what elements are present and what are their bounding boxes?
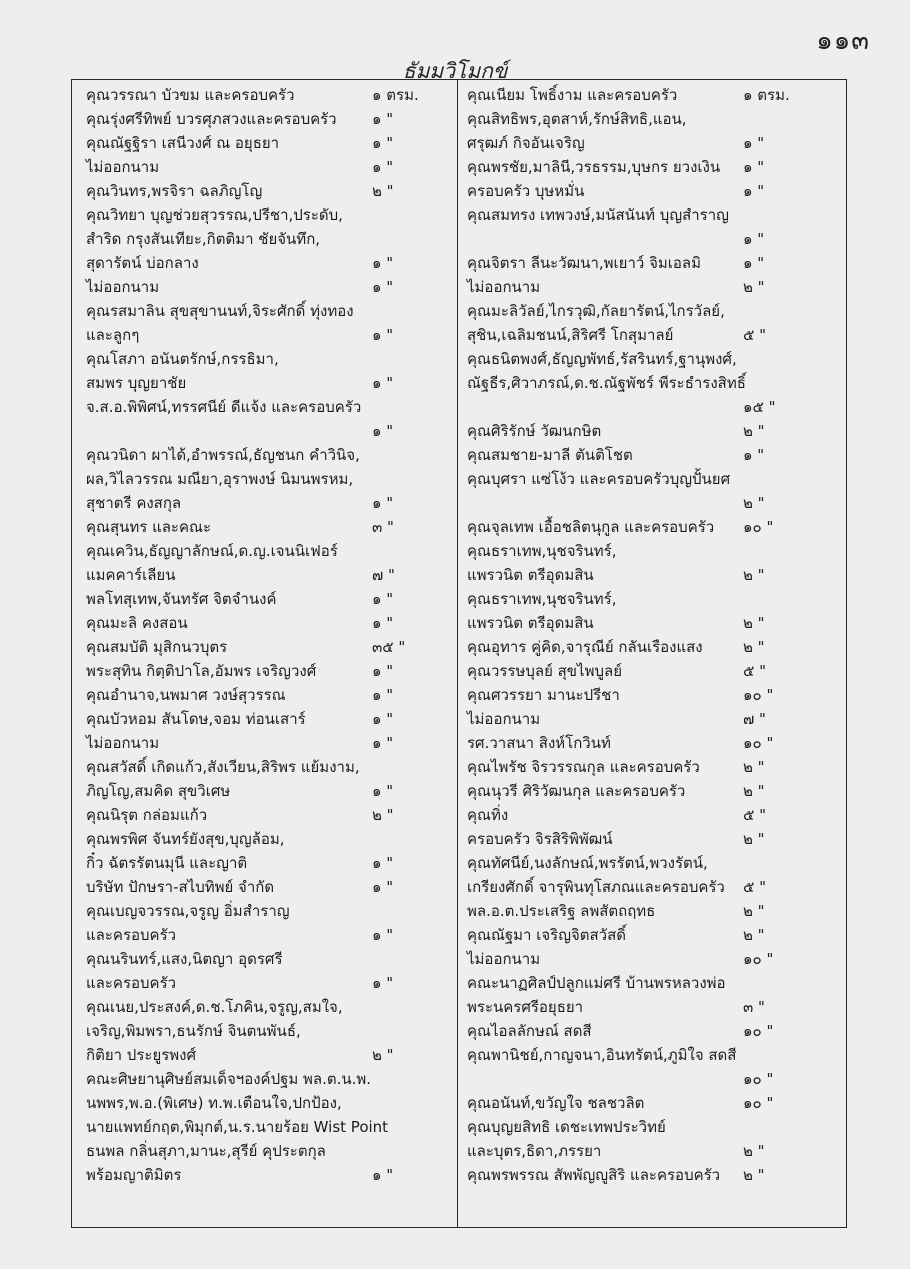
donor-name: คุณนุวรี ศิริวัฒนกุล และครอบครัว [467,782,686,800]
donor-entry [467,539,831,563]
donation-amount: ๑ " [372,878,394,896]
donor-name: ไม่ออกนาม [467,278,541,296]
donor-name: คุณรุ่งศรีทิพย์ บวรศุภสวงและครอบครัว [86,110,337,128]
donor-name: ไม่ออกนาม [86,278,160,296]
donation-amount: ๑๐ " [743,518,774,536]
donor-entry [86,971,450,995]
donor-entry [86,1091,450,1115]
donor-entry [467,971,831,995]
donor-entry [86,899,450,923]
running-head-title: ธัมมวิโมกข์ [402,59,508,83]
donor-entry [86,731,450,755]
donor-name: คุณอนันท์,ขวัญใจ ชลชวลิต [467,1094,645,1112]
donor-name: พระสุทิน กิตฺติปาโล,อัมพร เจริญวงศ์ [86,662,317,680]
donor-name: ศรุฒภ์ กิจอันเจริญ [467,134,585,152]
donor-entry [86,155,450,179]
donor-entry [467,419,831,443]
donor-entry [86,1115,450,1139]
donor-entry [467,923,831,947]
donor-name: คุณอุทาร คู่คิด,จารุณีย์ กลันเรืองแสง [467,638,703,656]
donor-entry [86,755,450,779]
donor-entry [86,1139,450,1163]
donation-amount: ๒ " [743,638,765,656]
donor-name: คุณสุนทร และคณะ [86,518,211,536]
donor-name: ณัฐธีร,ศิวาภรณ์,ด.ช.ณัฐพัชร์ พีระธำรงสิทธิ์ [467,374,746,392]
donation-amount: ๒ " [743,566,765,584]
donor-name: เกรียงศักดิ์ จารุพินทุโสภณและครอบครัว [467,878,725,896]
donor-name: นายแพทย์กฤต,พิมุกต์,น.ร.นายร้อย Wist Point [86,1118,389,1136]
donor-name: สุชิน,เฉลิมชนน์,สิริศรี โกสุมาลย์ [467,326,674,344]
donor-name: สุดารัตน์ บ่อกลาง [86,254,199,272]
donor-entry [86,443,450,467]
donor-entry [86,179,450,203]
donor-entry [86,635,450,659]
donation-amount: ๕ " [743,878,767,896]
donor-entry [86,947,450,971]
donor-name: คุณวนิดา ผาได้,อำพรรณ์,ธัญชนก คำวินิจ, [86,446,360,464]
donor-name: คุณไอลลักษณ์ สดสี [467,1022,592,1040]
donor-entry [86,1067,450,1091]
donor-entry [86,323,450,347]
donor-entry [467,659,831,683]
donor-entry [467,371,831,395]
donor-name: คุณเควิน,ธัญญาลักษณ์,ด.ญ.เจนนิเฟอร์ [86,542,338,560]
donation-amount: ๑๐ " [743,734,774,752]
donation-amount: ๓๕ " [372,638,406,656]
donor-entry [467,227,831,251]
donation-amount: ๑ " [372,590,394,608]
donation-amount: ๑ " [372,926,394,944]
donor-name: คุณณัฐฐิรา เสนีวงศ์ ณ อยุธยา [86,134,280,152]
donor-name: ไม่ออกนาม [86,734,160,752]
donor-entry [86,515,450,539]
donor-entry [467,203,831,227]
donor-name: คุณบุศรา แซ่โง้ว และครอบครัวบุญปั้นยศ [467,470,731,488]
donor-name: คุณพรพิศ จันทร์ยังสุข,บุญล้อม, [86,830,285,848]
donor-name: คุณเนย,ประสงค์,ด.ช.โภคิน,จรูญ,สมใจ, [86,998,343,1016]
donor-entry [86,1043,450,1067]
donor-name: คุณศิริรักษ์ วัฒนกษิต [467,422,602,440]
donor-entry [467,995,831,1019]
donor-entry [86,419,450,443]
donation-amount: ๑ " [743,134,765,152]
donation-amount: ๒ " [743,422,765,440]
donation-amount: ๑ " [743,230,765,248]
donor-name: คุณณัฐมา เจริญจิตสวัสดิ์ [467,926,626,944]
donor-entry [467,1139,831,1163]
donor-entry [467,563,831,587]
donation-amount: ๒ " [743,782,765,800]
right-donor-column [467,83,831,1187]
donor-name: คุณสมบัติ มุสิกนวบุตร [86,638,228,656]
donor-entry [467,827,831,851]
donor-name: คุณศวรรยา มานะปรีชา [467,686,620,704]
donor-entry [86,203,450,227]
donor-entry [467,251,831,275]
donor-entry [467,1091,831,1115]
donor-name: รศ.วาสนา สิงห์โกวินท์ [467,734,611,752]
donation-amount: ๑ " [372,782,394,800]
donor-name: และครอบครัว [86,926,177,944]
donation-amount: ๒ " [743,494,765,512]
donor-entry [86,803,450,827]
donor-entry [86,131,450,155]
donor-entry [467,83,831,107]
donor-name: จ.ส.อ.พิพิศน์,ทรรศนีย์ ดีแจ้ง และครอบครัว [86,398,362,416]
donor-name: กิติยา ประยูรพงศ์ [86,1046,197,1064]
donation-amount: ๗ " [743,710,766,728]
donor-name: คุณพรพรรณ สัพพัญญูสิริ และครอบครัว [467,1166,721,1184]
donor-entry [467,1115,831,1139]
donor-name: สมพร บุญยาชัย [86,374,187,392]
donor-name: ไม่ออกนาม [86,158,160,176]
donor-entry [467,299,831,323]
donation-amount: ๑ " [372,326,394,344]
donor-entry [86,683,450,707]
donor-entry [467,683,831,707]
donor-name: คุณทิ่ง [467,806,509,824]
donor-entry [86,83,450,107]
donor-entry [467,1043,831,1067]
donor-entry [86,587,450,611]
donor-entry [86,707,450,731]
donor-name: คุณสิทธิพร,อุตสาห์,รักษ์สิทธิ,แอน, [467,110,687,128]
donor-entry [86,875,450,899]
donation-amount: ๑๐ " [743,1094,774,1112]
donor-name: คุณวรรณา บัวขม และครอบครัว [86,86,295,104]
donor-entry [86,227,450,251]
donor-name: คุณวินทร,พรจิรา ฉลภิญโญ [86,182,263,200]
donor-name: คุณเบญจวรรณ,จรูญ อิ่มสำราญ [86,902,290,920]
donation-amount: ๑ " [372,1166,394,1184]
donation-amount: ๓ " [372,518,394,536]
donor-name: คุณสวัสดิ์ เกิดแก้ว,สังเวียน,สิริพร แย้มงาม, [86,758,360,776]
donor-entry [467,851,831,875]
donor-entry [467,443,831,467]
donor-name: สำริด กรุงสันเทียะ,กิตติมา ชัยจันทึก, [86,230,321,248]
donor-name: ครอบครัว จิรสิริพิพัฒน์ [467,830,613,848]
donor-entry [467,395,831,419]
donation-amount: ๑ " [372,494,394,512]
donor-name: คุณธราเทพ,นุชจรินทร์, [467,590,617,608]
donation-amount: ๑ " [743,158,765,176]
donor-entry [86,827,450,851]
left-donor-column [86,83,450,1187]
donation-amount: ๑ " [372,734,394,752]
donor-entry [467,491,831,515]
donor-entry [467,107,831,131]
donor-name: และครอบครัว [86,974,177,992]
donor-entry [467,635,831,659]
donation-amount: ๒ " [743,758,765,776]
donor-entry [467,1019,831,1043]
donation-amount: ๒ " [743,830,765,848]
donor-entry [467,755,831,779]
donor-name: คุณจิตรา ลีนะวัฒนา,พเยาว์ จิมเอลมิ [467,254,701,272]
donor-name: และลูกๆ [86,326,140,344]
donor-name: บริษัท ปักษรา-สไบทิพย์ จำกัด [86,878,275,896]
donor-name: และบุตร,ธิดา,ภรรยา [467,1142,602,1160]
donor-entry [467,779,831,803]
donor-entry [86,779,450,803]
donation-amount: ๑ " [372,134,394,152]
donor-entry [467,1163,831,1187]
donation-amount: ๑ " [372,422,394,440]
donor-entry [467,155,831,179]
donor-name: คุณธราเทพ,นุชจรินทร์, [467,542,617,560]
donor-entry [86,923,450,947]
donor-name: คุณมะลิ คงสอน [86,614,188,632]
donor-entry [467,587,831,611]
donor-entry [86,563,450,587]
donation-amount: ๒ " [372,182,394,200]
donation-amount: ๑ " [372,662,394,680]
donation-amount: ๑๐ " [743,1022,774,1040]
donation-amount: ๒ " [743,278,765,296]
donor-name: คุณไพรัช จิรวรรณกุล และครอบครัว [467,758,700,776]
donor-entry [467,131,831,155]
donation-amount: ๑ " [372,974,394,992]
page-number: ๑๑๓ [816,26,870,56]
donation-amount: ๑ " [372,110,394,128]
donor-name: นพพร,พ.อ.(พิเศษ) ท.พ.เตือนใจ,ปกป้อง, [86,1094,342,1112]
donor-entry [467,347,831,371]
donor-entry [467,899,831,923]
donation-amount: ๑ " [372,374,394,392]
donor-name: คณะนาฏศิลป์ปลูกแม่ศรี บ้านพรหลวงพ่อ [467,974,726,992]
donor-name: กิ๋ว ฉัตรรัตนมุนี และญาติ [86,854,248,872]
donation-amount: ๑ " [743,182,765,200]
donation-amount: ๒ " [743,1166,765,1184]
donor-entry [86,299,450,323]
donor-name: คุณสมชาย-มาลี ตันติโชต [467,446,633,464]
donation-amount: ๒ " [743,902,765,920]
donor-name: เจริญ,พิมพรา,ธนรักษ์ จินตนพันธ์, [86,1022,301,1040]
donor-name: คุณมะลิวัลย์,ไกรวุฒิ,กัลยารัตน์,ไกรวัลย์, [467,302,725,320]
donor-entry [86,539,450,563]
donor-name: คุณพรชัย,มาลินี,วรธรรม,บุษกร ยวงเงิน [467,158,721,176]
donor-entry [86,371,450,395]
donor-entry [467,731,831,755]
donor-entry [86,1019,450,1043]
donation-amount: ๑๐ " [743,686,774,704]
donor-entry [86,251,450,275]
donation-amount: ๑๐ " [743,950,774,968]
donation-amount: ๑ ตรม. [743,86,790,104]
donation-amount: ๑ " [372,710,394,728]
donor-name: คุณนิรุต กล่อมแก้ว [86,806,208,824]
donor-entry [467,947,831,971]
donor-name: คณะศิษยานุศิษย์สมเด็จฯองค์ปฐม พล.ต.น.พ. [86,1070,372,1088]
donor-name: คุณพานิชย์,กาญจนา,อินทรัตน์,ภูมิใจ สดสี [467,1046,737,1064]
donor-entry [86,467,450,491]
donation-amount: ๑ " [372,854,394,872]
donor-entry [467,467,831,491]
donor-name: คุณอำนาจ,นพมาศ วงษ์สุวรรณ [86,686,286,704]
donor-name: สุชาตรี คงสกุล [86,494,182,512]
donor-name: คุณสมทรง เทพวงษ์,มนัสนันท์ บุญสำราญ [467,206,729,224]
donation-amount: ๗ " [372,566,395,584]
donation-amount: ๑ " [372,614,394,632]
donation-amount: ๒ " [372,1046,394,1064]
donor-entry [86,347,450,371]
donor-entry [467,1067,831,1091]
donation-amount: ๑๐ " [743,1070,774,1088]
donor-entry [467,323,831,347]
donor-name: คุณนรินทร์,แสง,นิตญา อุดรศรี [86,950,283,968]
donor-name: คุณวิทยา บุญช่วยสุวรรณ,ปรีชา,ประดับ, [86,206,343,224]
donor-entry [467,875,831,899]
donor-entry [86,275,450,299]
donation-amount: ๕ " [743,662,767,680]
donor-entry [467,707,831,731]
donor-name: คุณธนิตพงศ์,ธัญญพัทธ์,รัสรินทร์,ฐานุพงศ์, [467,350,737,368]
donation-amount: ๒ " [372,806,394,824]
donor-name: แพรวนิต ตรีอุดมสิน [467,566,594,584]
donor-entry [86,995,450,1019]
donation-amount: ๒ " [743,926,765,944]
donor-entry [86,611,450,635]
donation-amount: ๒ " [743,614,765,632]
donor-name: คุณบัวหอม สันโดษ,จอม ท่อนเสาร์ [86,710,306,728]
donor-entry [86,491,450,515]
donor-name: ครอบครัว บุษหมั่น [467,182,585,200]
donor-name: คุณเนียม โพธิ์งาม และครอบครัว [467,86,678,104]
donor-name: คุณบุญยสิทธิ เดชะเทพประวิทย์ [467,1118,666,1136]
donation-amount: ๑ " [372,254,394,272]
donor-name: พระนครศรีอยุธยา [467,998,584,1016]
donor-name: ผล,วิไลวรรณ มณียา,อุราพงษ์ นิมนพรหม, [86,470,354,488]
donor-name: แมคคาร์เลียน [86,566,176,584]
donation-amount: ๑ " [372,686,394,704]
donor-entry [86,659,450,683]
donor-entry [86,851,450,875]
donor-entry [86,395,450,419]
donor-entry [467,803,831,827]
donor-name: แพรวนิต ตรีอุดมสิน [467,614,594,632]
donor-entry [467,611,831,635]
donor-name: คุณจุลเทพ เอื้อชลิตนุกูล และครอบครัว [467,518,715,536]
donor-name: ไม่ออกนาม [467,950,541,968]
donation-amount: ๑ ตรม. [372,86,419,104]
donor-entry [467,275,831,299]
donor-name: พร้อมญาติมิตร [86,1166,182,1184]
donor-entry [86,107,450,131]
donor-name: คุณรสมาลิน สุขสุขานนท์,จิระศักดิ์ ทุ่งทอง [86,302,354,320]
donor-entry [86,1163,450,1187]
donation-amount: ๕ " [743,326,767,344]
donor-name: พล.อ.ต.ประเสริฐ ลพสัตถฤทธ [467,902,656,920]
donation-amount: ๑ " [372,278,394,296]
donor-name: ภิญโญ,สมคิด สุขวิเศษ [86,782,231,800]
donor-name: ไม่ออกนาม [467,710,541,728]
donor-name: คุณวรรษบุลย์ สุขไพบูลย์ [467,662,622,680]
donor-name: คุณทัศนีย์,นงลักษณ์,พรรัตน์,พวงรัตน์, [467,854,708,872]
donation-amount: ๓ " [743,998,765,1016]
donor-entry [467,179,831,203]
donor-name: พลโทสุเทพ,จันทรัศ จิตจำนงค์ [86,590,277,608]
donor-name: คุณโสภา อนันตรักษ์,กรรธิมา, [86,350,279,368]
donation-amount: ๒ " [743,1142,765,1160]
donation-amount: ๕ " [743,806,767,824]
donation-amount: ๑ " [743,446,765,464]
donation-amount: ๑ " [372,158,394,176]
donor-name: ธนพล กลิ่นสุภา,มานะ,สุรีย์ คุประตกุล [86,1142,326,1160]
donation-amount: ๑๕ " [743,398,776,416]
donation-amount: ๑ " [743,254,765,272]
donor-entry [467,515,831,539]
